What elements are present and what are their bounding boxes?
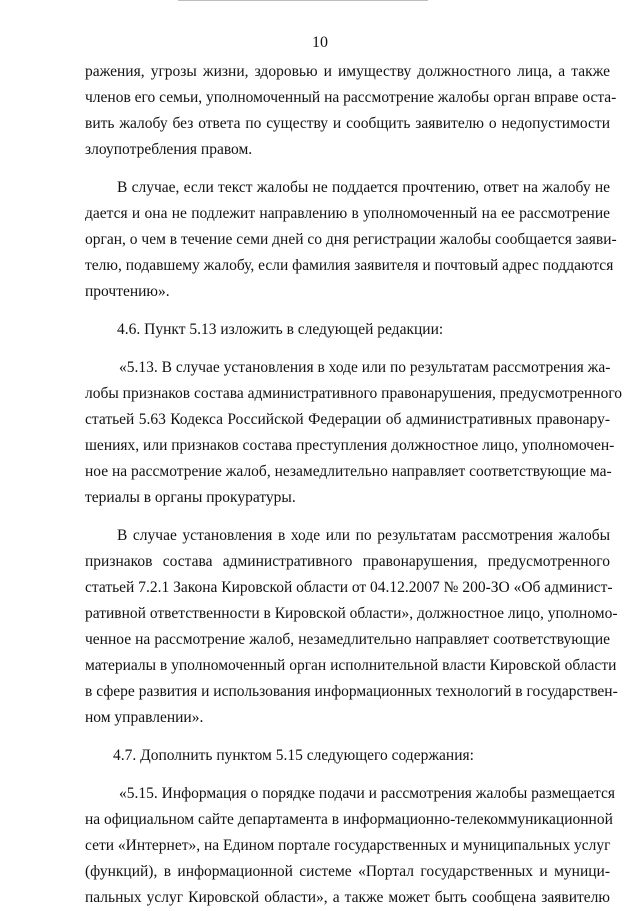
text-line: ражения, угрозы жизни, здоровью и имуществу должностного лица, а также [85,63,610,80]
text-line: ное на рассмотрение жалоб, незамедлительно направляет соответствующие ма- [85,463,612,480]
text-line: статьей 5.63 Кодекса Российской Федерации об административных правонару- [85,411,610,428]
text-line: материалы в уполномоченный орган исполнительной власти Кировской области [85,657,617,674]
text-line: на официальном сайте департамента в информационно-телекоммуникационной [85,811,613,828]
text-line: признаков состава административного правонарушения, предусмотренного [85,553,610,570]
text-line: орган, о чем в течение семи дней со дня регистрации жалобы сообщается заяви- [85,231,617,248]
text-line: В случае установления в ходе или по результатам рассмотрения жалобы [117,527,610,544]
text-line: членов его семьи, уполномоченный на рассмотрение жалобы орган вправе оста- [85,89,617,106]
text-line: 4.7. Дополнить пунктом 5.15 следующего содержания: [113,747,474,764]
text-line: териалы в органы прокуратуры. [85,489,296,506]
paragraph-clause-4-7 [85,743,610,769]
scan-artifact-line [178,0,428,1]
text-line: прочтению». [85,283,170,300]
text-line: «5.13. В случае установления в ходе или по результатам рассмотрения жа- [119,359,611,376]
text-line: вить жалобу без ответа по существу и сообщить заявителю о недопустимости [85,115,610,132]
paragraph-regional-law [85,523,618,731]
text-line: «5.15. Информация о порядке подачи и рассмотрения жалобы размещается [119,785,616,802]
text-line: сети «Интернет», на Едином портале государственных и муниципальных услуг [85,837,611,854]
text-line: (функций), в информационной системе «Портал государственных и муници- [85,863,610,880]
text-line: ративной ответственности в Кировской области», должностное лицо, уполномо- [85,605,618,622]
page-number: 10 [312,34,328,51]
text-line: статьей 7.2.1 Закона Кировской области от 04.12.2007 № 200-ЗО «Об админист- [85,579,613,596]
paragraph-clause-4-6 [85,317,610,343]
paragraph-continuation [85,59,617,163]
paragraph-unreadable-complaint [85,175,617,305]
text-line: лобы признаков состава административного правонарушения, предусмотренного [85,385,623,402]
text-line: ченное на рассмотрение жалоб, незамедлительно направляет соответствующие [85,631,610,648]
text-line: дается и она не подлежит направлению в уполномоченный на ее рассмотрение [85,205,610,222]
text-line: В случае, если текст жалобы не поддается прочтению, ответ на жалобу не [117,179,610,196]
text-line: злоупотребления правом. [85,141,253,158]
body-text [85,59,623,911]
text-line: пальных услуг Кировской области», а также может быть сообщена заявителю [85,889,610,906]
paragraph-clause-5-13 [85,355,623,511]
text-line: телю, подавшему жалобу, если фамилия заявителя и почтовый адрес поддаются [85,257,614,274]
text-line: ном управлении». [85,709,204,726]
text-line: шениях, или признаков состава преступления должностное лицо, уполномочен- [85,437,615,454]
paragraph-clause-5-15 [85,781,616,911]
text-line: 4.6. Пункт 5.13 изложить в следующей редакции: [117,321,444,338]
text-line: в сфере развития и использования информационных технологий в государствен- [85,683,618,700]
